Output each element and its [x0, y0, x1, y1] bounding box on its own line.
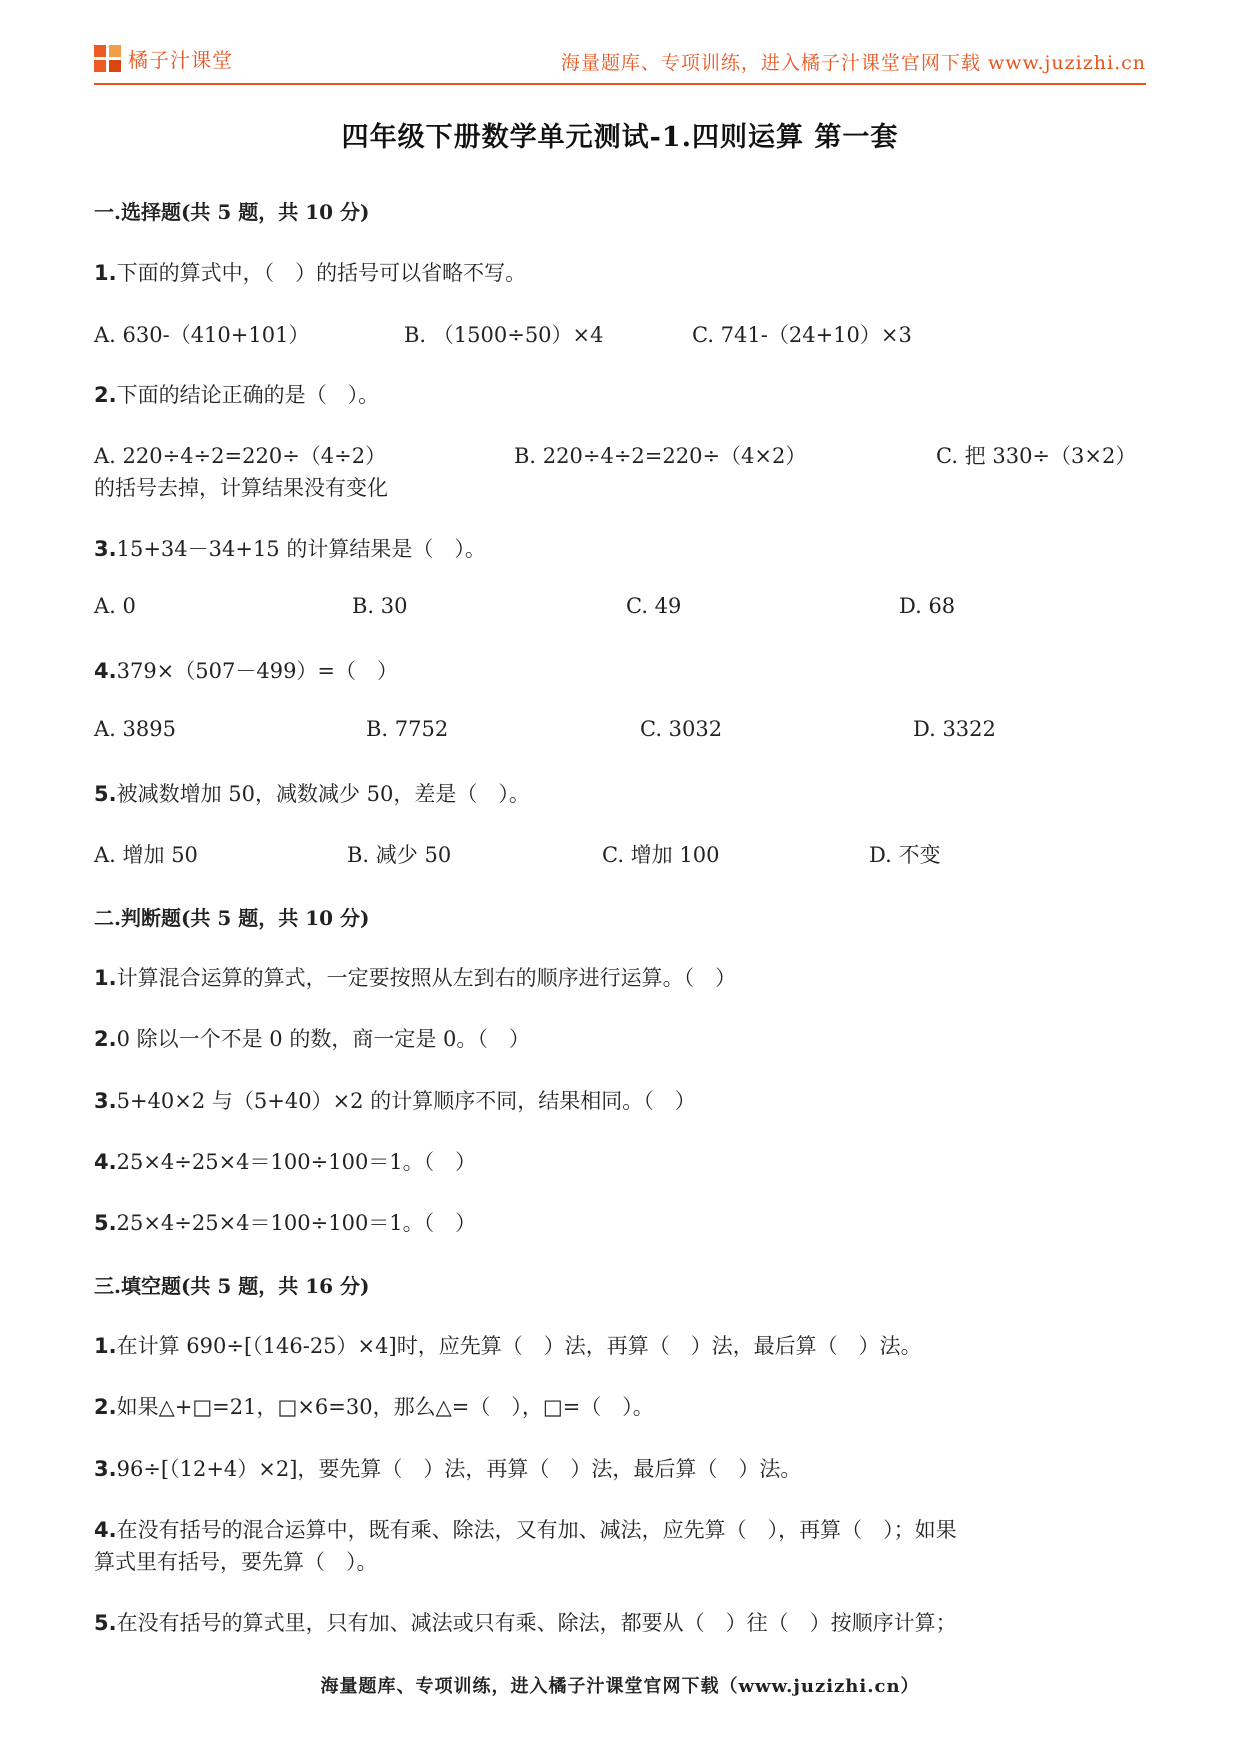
brand-logo[interactable] — [94, 44, 233, 73]
option-b: B. 减少 50 — [347, 843, 452, 867]
question-fill-4-continued: 算式里有括号，要先算（ ）。 — [94, 1550, 378, 1574]
option-c: C. 49 — [626, 594, 682, 618]
option-c-continued: 的括号去掉，计算结果没有变化 — [94, 476, 388, 500]
section-heading-choice: 一.选择题(共 5 题，共 10 分) — [94, 200, 370, 224]
option-d: D. 不变 — [869, 843, 941, 867]
question-choice-2: 2.下面的结论正确的是（ ）。 — [94, 383, 380, 407]
brand-name: 橘子汁课堂 — [128, 48, 233, 72]
option-d: D. 68 — [899, 594, 956, 618]
logo-icon — [94, 45, 122, 73]
page-header — [94, 40, 1146, 82]
option-a: A. 增加 50 — [94, 843, 198, 867]
option-d: D. 3322 — [913, 717, 996, 741]
option-b: B. 7752 — [366, 717, 449, 741]
header-tagline: 海量题库、专项训练，进入橘子汁课堂官网下载 www.juzizhi.cn — [560, 52, 1146, 74]
option-c: C. 3032 — [640, 717, 723, 741]
question-choice-5: 5.被减数增加 50，减数减少 50，差是（ ）。 — [94, 782, 530, 806]
question-judge-5: 5.25×4÷25×4＝100÷100＝1。（ ） — [94, 1211, 477, 1235]
option-b: B. 220÷4÷2=220÷（4×2） — [514, 444, 807, 468]
option-c: C. 741-（24+10）×3 — [692, 323, 912, 347]
question-judge-4: 4.25×4÷25×4＝100÷100＝1。（ ） — [94, 1150, 477, 1174]
question-judge-2: 2.0 除以一个不是 0 的数，商一定是 0。（ ） — [94, 1027, 530, 1051]
question-choice-1: 1.下面的算式中，（ ）的括号可以省略不写。 — [94, 261, 527, 285]
option-c: C. 把 330÷（3×2） — [936, 444, 1137, 468]
page-footer: 海量题库、专项训练，进入橘子汁课堂官网下载（www.juzizhi.cn） — [320, 1676, 920, 1697]
option-a: A. 630-（410+101） — [94, 323, 310, 347]
question-fill-2: 2.如果△+□=21，□×6=30，那么△=（ ），□=（ ）。 — [94, 1395, 654, 1419]
question-judge-1: 1.计算混合运算的算式，一定要按照从左到右的顺序进行运算。（ ） — [94, 966, 737, 990]
question-fill-4: 4.在没有括号的混合运算中，既有乘、除法，又有加、减法，应先算（ ），再算（ ）；如果 — [94, 1518, 957, 1542]
page-title: 四年级下册数学单元测试-1.四则运算 第一套 — [341, 122, 899, 153]
option-b: B. 30 — [352, 594, 408, 618]
question-fill-5: 5.在没有括号的算式里，只有加、减法或只有乘、除法，都要从（ ）往（ ）按顺序计算； — [94, 1611, 957, 1635]
question-fill-1: 1.在计算 690÷[（146-25）×4]时，应先算（ ）法，再算（ ）法，最后算（ ）法。 — [94, 1334, 922, 1358]
option-a: A. 0 — [94, 594, 136, 618]
option-b: B. （1500÷50）×4 — [404, 323, 604, 347]
question-judge-3: 3.5+40×2 与（5+40）×2 的计算顺序不同，结果相同。（ ） — [94, 1089, 696, 1113]
question-choice-4: 4.379×（507－499）=（ ） — [94, 659, 399, 683]
option-a: A. 3895 — [94, 717, 176, 741]
question-choice-3: 3.15+34－34+15 的计算结果是（ ）。 — [94, 537, 486, 561]
header-divider — [94, 83, 1146, 85]
option-c: C. 增加 100 — [602, 843, 720, 867]
question-fill-3: 3.96÷[（12+4）×2]，要先算（ ）法，再算（ ）法，最后算（ ）法。 — [94, 1457, 802, 1481]
section-heading-fill: 三.填空题(共 5 题，共 16 分) — [94, 1274, 370, 1298]
option-a: A. 220÷4÷2=220÷（4÷2） — [94, 444, 387, 468]
section-heading-judge: 二.判断题(共 5 题，共 10 分) — [94, 906, 370, 930]
